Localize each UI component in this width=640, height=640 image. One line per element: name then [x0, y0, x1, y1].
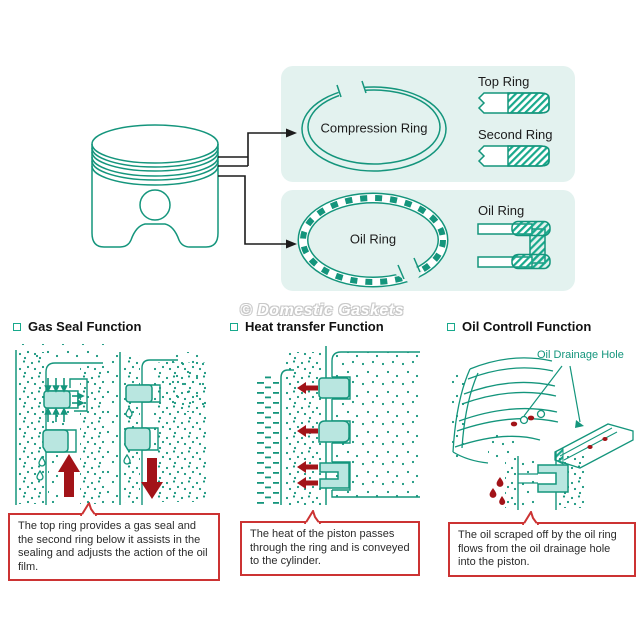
- second-ring-cross-section: [479, 146, 549, 166]
- connector-arrows: [218, 129, 297, 249]
- oil-drain-dot: [528, 416, 534, 421]
- oil-droplets-red: [490, 477, 506, 505]
- callout-text: The oil scraped off by the oil ring flows from the oil drainage hole into the piston.: [458, 529, 617, 568]
- arrowhead-top: [286, 129, 297, 138]
- second-ring-label: Second Ring: [478, 127, 553, 142]
- watermark: © Domestic Gaskets: [240, 302, 404, 319]
- oil-ring-label: Oil Ring: [349, 231, 397, 247]
- heat-transfer-diagram: [257, 346, 420, 505]
- oil-drain-dot: [511, 422, 517, 427]
- callout-text: The top ring provides a gas seal and the second ring below it assists in the sealing and adjusts the action of the oil film.: [18, 520, 208, 573]
- oil-control-diagram: [452, 358, 633, 510]
- annotation-pointer: [524, 366, 580, 422]
- top-ring-cross-section: [479, 93, 549, 113]
- top-ring-label: Top Ring: [478, 74, 530, 89]
- compression-ring-label: Compression Ring: [320, 120, 428, 136]
- oil-drainage-hole-label: Oil Drainage Hole: [537, 349, 624, 361]
- section-title: Gas Seal Function: [28, 319, 142, 334]
- oil-ring-section-label: Oil Ring: [478, 203, 525, 218]
- section-title: Oil Controll Function: [462, 319, 592, 334]
- arrowhead-bottom: [286, 240, 297, 249]
- callout-text: The heat of the piston passes through the ring and is conveyed to the cylinder.: [250, 528, 410, 567]
- gas-seal-diagram: [16, 344, 206, 505]
- oil-ring-cross-section: [478, 222, 550, 269]
- section-title: Heat transfer Function: [245, 319, 384, 334]
- oil-ring-in-groove: [490, 452, 586, 510]
- piston-illustration: [92, 125, 218, 247]
